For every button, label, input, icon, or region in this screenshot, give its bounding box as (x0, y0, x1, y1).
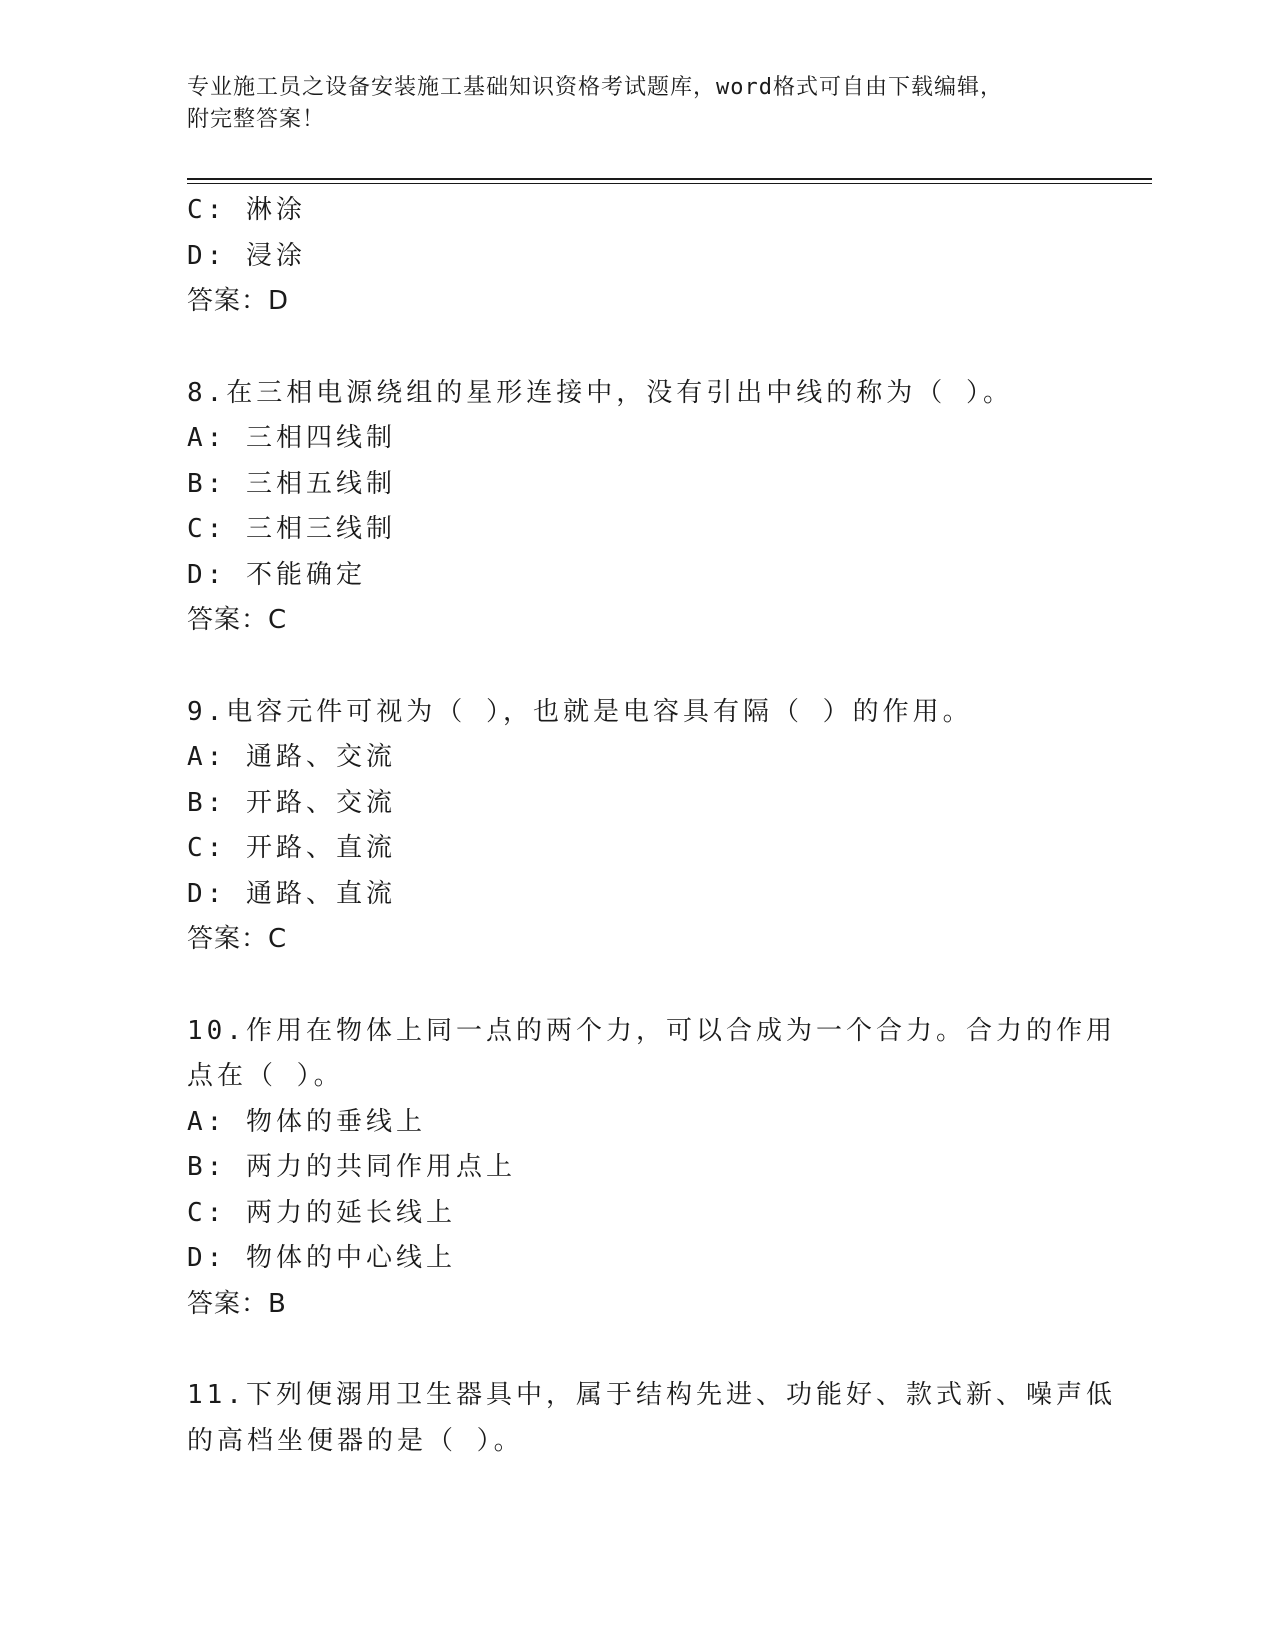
option-c: C: 淋涂 (187, 195, 306, 225)
option-d: D: 通路、直流 (187, 878, 396, 909)
question-stem-line-2: 的高档坐便器的是（ ）。 (187, 1425, 524, 1456)
option-b: B: 两力的共同作用点上 (187, 1152, 516, 1182)
document-header (187, 72, 1087, 136)
question-block-9 (187, 690, 1087, 963)
option-d: D: 物体的中心线上 (187, 1243, 456, 1273)
question-stem: 9.电容元件可视为（ ），也就是电容具有隔（ ）的作用。 (187, 696, 973, 727)
question-list (187, 188, 1116, 1464)
answer-line: 答案：B (187, 1288, 287, 1319)
header-line-2: 附完整答案！ (187, 107, 326, 132)
question-stem: 8.在三相电源绕组的星形连接中，没有引出中线的称为（ ）。 (187, 377, 1013, 408)
option-c: C: 三相三线制 (187, 514, 396, 544)
option-d: D: 浸涂 (187, 240, 306, 271)
option-a: A: 物体的垂线上 (187, 1106, 426, 1137)
question-block-11 (187, 1373, 1116, 1464)
question-block-8 (187, 371, 1087, 644)
question-block-10 (187, 1009, 1116, 1328)
option-b: B: 开路、交流 (187, 787, 396, 818)
option-c: C: 开路、直流 (187, 833, 396, 863)
option-d: D: 不能确定 (187, 559, 366, 590)
header-divider-thick (187, 178, 1152, 180)
option-c: C: 两力的延长线上 (187, 1197, 456, 1228)
header-line-1: 专业施工员之设备安装施工基础知识资格考试题库，word格式可自由下载编辑， (187, 75, 1003, 100)
question-stem-line-1: 11.下列便溺用卫生器具中，属于结构先进、功能好、款式新、噪声低 (187, 1380, 1116, 1410)
question-block-7 (187, 188, 1087, 325)
answer-line: 答案：C (187, 605, 288, 635)
option-a: A: 通路、交流 (187, 742, 396, 772)
header-divider-thin (187, 183, 1152, 184)
option-a: A: 三相四线制 (187, 423, 396, 453)
answer-line: 答案：D (187, 286, 290, 316)
question-stem-line-2: 点在（ ）。 (187, 1061, 344, 1091)
answer-line: 答案：C (187, 924, 288, 954)
option-b: B: 三相五线制 (187, 468, 396, 499)
question-stem-line-1: 10.作用在物体上同一点的两个力，可以合成为一个合力。合力的作用 (187, 1015, 1116, 1046)
